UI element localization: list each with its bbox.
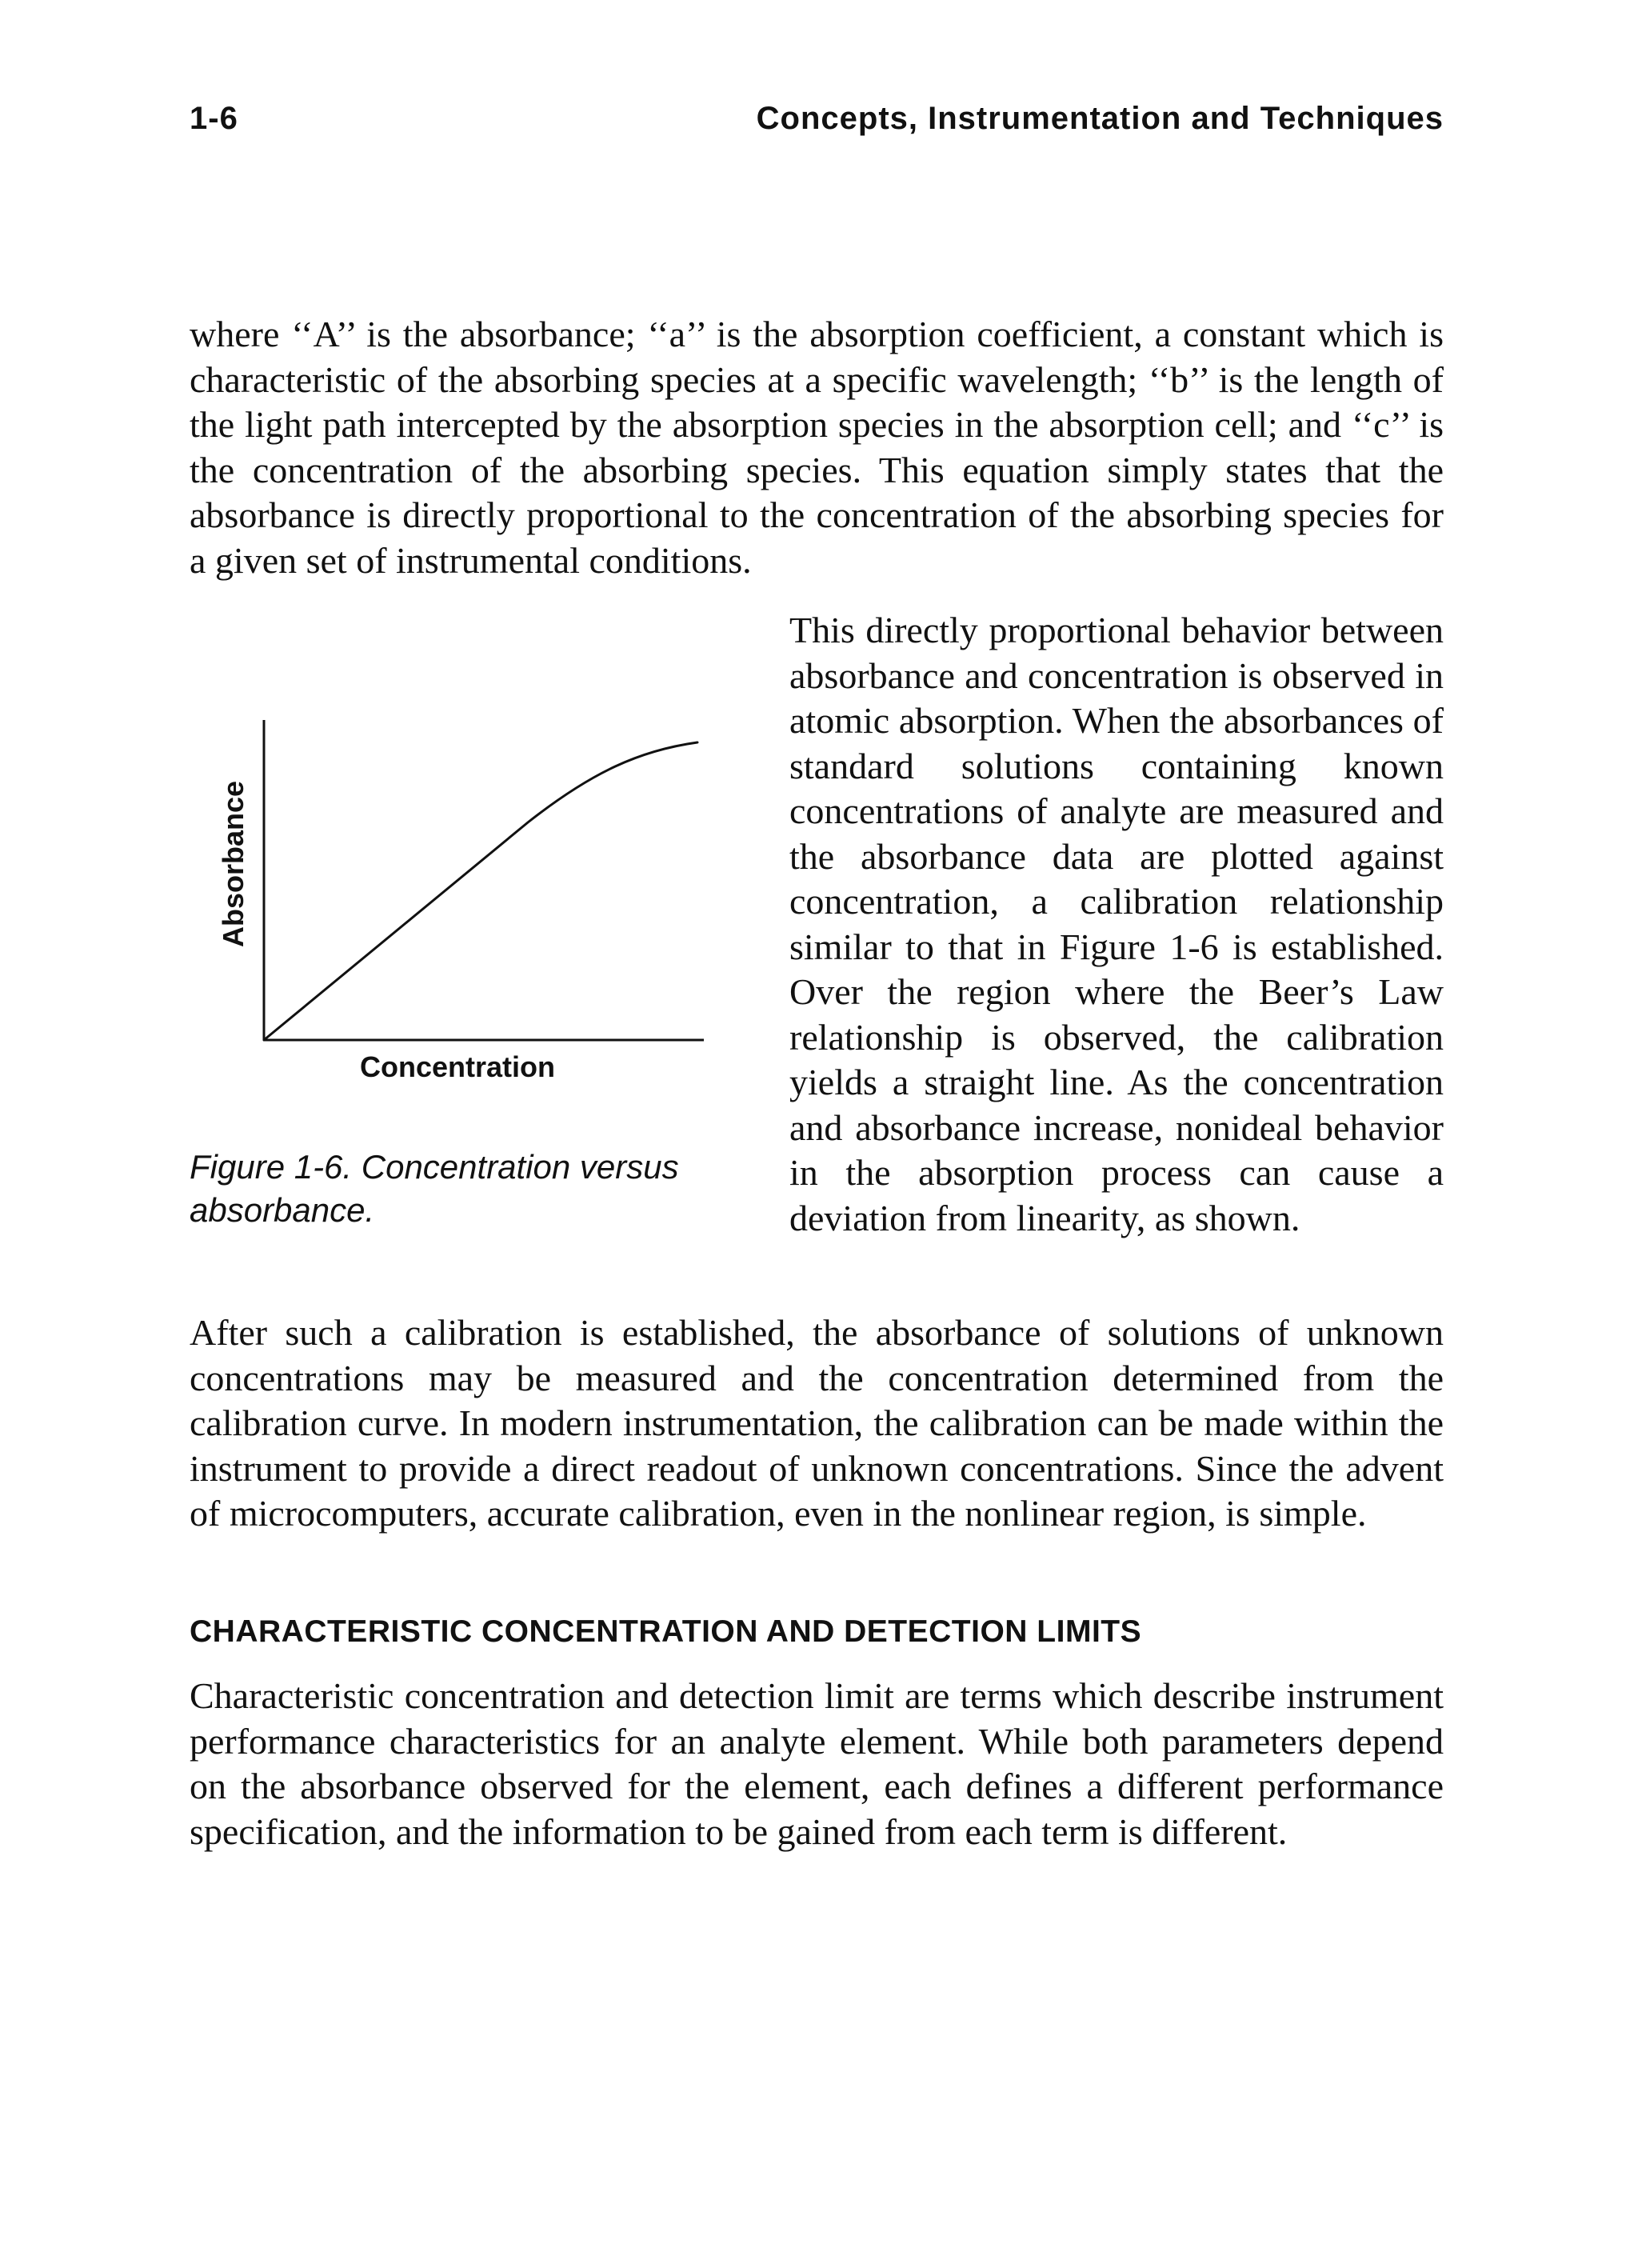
page-header (190, 101, 1444, 149)
page-number: 1-6 (190, 101, 238, 136)
y-axis-label: Absorbance (217, 780, 250, 948)
paragraph-after-calibration: After such a calibration is established, the absorbance of solutions of unknown concentrations may be measured and the concentration determined from the calibration curve. In modern instrumentation, the calibration can be made within the instrument to provide a direct readout of unknown concentrations. Since the advent of microcomputers, accurate calibration, even in the nonlinear region, is simple. (190, 1312, 1444, 1534)
calibration-curve (264, 742, 697, 1040)
paragraph-beside-figure: This directly proportional behavior between absorbance and concentration is observed in atomic absorption. When the absorbances of standard solutions containing known concentrations of analyte are measured and the absorbance data are plotted against concentration, a calibration relationship similar to that in Figure 1-6 is established. Over the region where the Beer’s Law relationship is observed, the calibration yields a straight line. As the concentration and absorbance increase, nonideal behavior in the absorption process can cause a deviation from linearity, as shown. (789, 610, 1444, 1238)
figure-caption: Figure 1-6. Concentration versus absorbance. (190, 1148, 679, 1229)
figure-1-6 (176, 704, 752, 1088)
x-axis-label: Concentration (359, 1050, 556, 1083)
running-title: Concepts, Instrumentation and Techniques (756, 101, 1444, 136)
paragraph-characteristic: Characteristic concentration and detection limit are terms which describe instrument performance characteristics for an analyte element. While both parameters depend on the absorbance observed for the element, each defines a different performance specification, and the information to be gained from each term is different. (190, 1675, 1444, 1852)
calibration-curve-diagram (176, 704, 752, 1088)
section-heading: CHARACTERISTIC CONCENTRATION AND DETECTION LIMITS (190, 1614, 1142, 1649)
paragraph-intro: where ‘‘A’’ is the absorbance; ‘‘a’’ is the absorption coefficient, a constant which is characteristic of the absorbing species at a specific wavelength; ‘‘b’’ is the length of the light path intercepted by the absorption species in the absorption cell; and ‘‘c’’ is the concentration of the absorbing species. This equation simply states that the absorbance is directly proportional to the concentration of the absorbing species for a given set of instrumental conditions. (190, 314, 1444, 581)
